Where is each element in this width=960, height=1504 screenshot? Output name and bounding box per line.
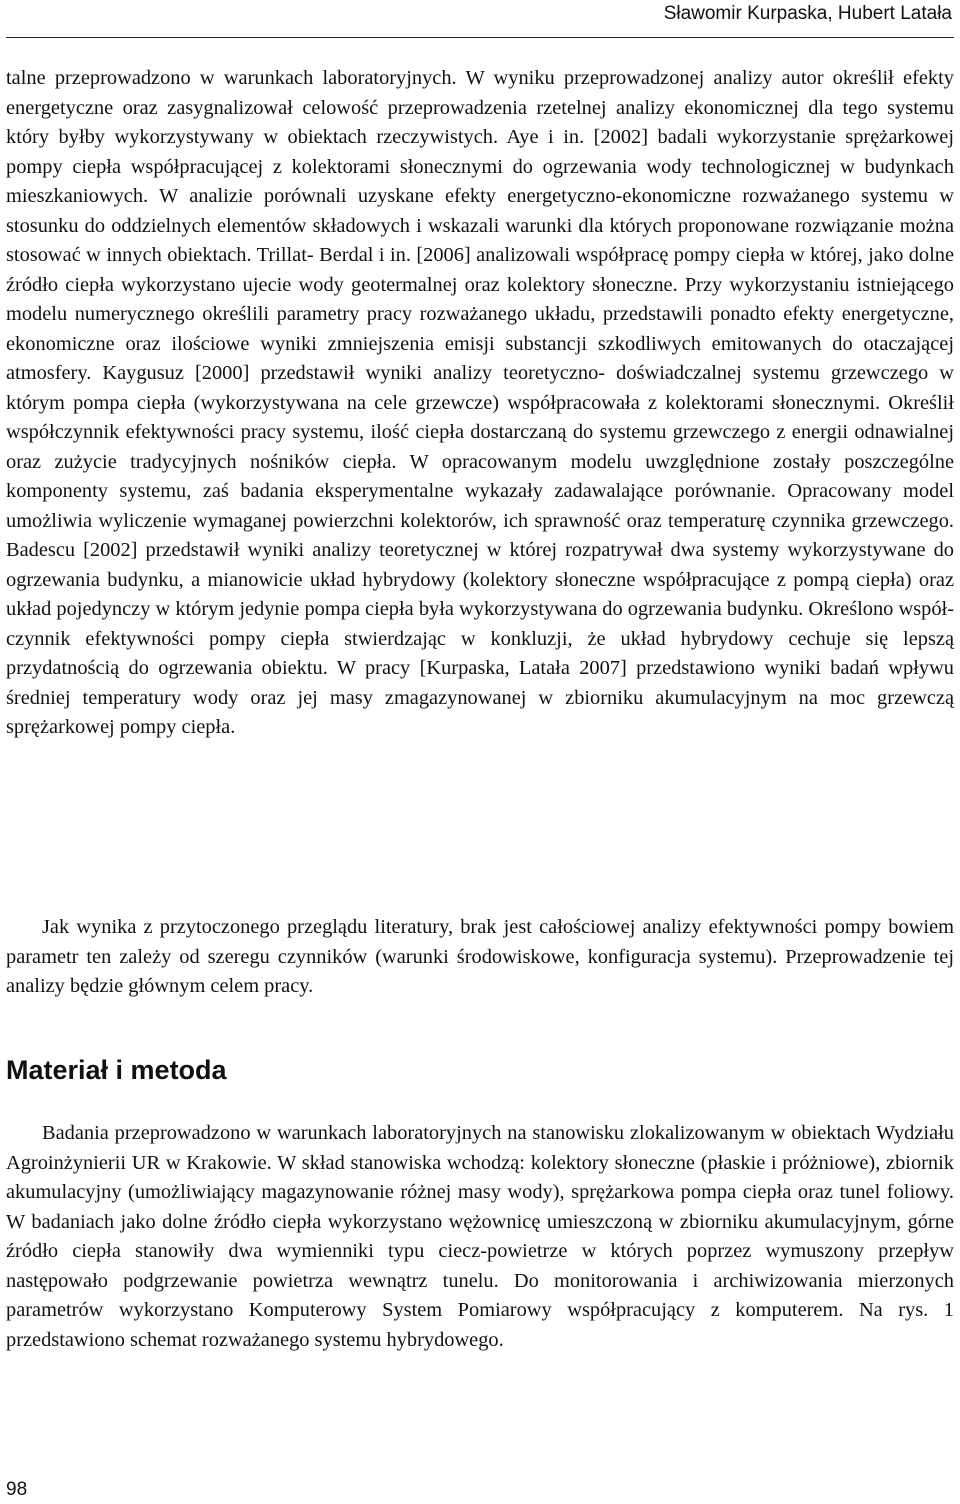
section-heading: Materiał i metoda — [6, 1055, 227, 1085]
body-paragraph-conclusion-of-review: Jak wynika z przytoczonego przeglądu literatury, brak jest całościowej analizy efektywności pompy bowiem parametr ten zależy od szeregu czynników (warunki środowiskowe, konfiguracja systemu). Przeprowadzenie tej analizy będzie głównym celem pracy. — [6, 916, 954, 997]
header-divider — [6, 37, 954, 38]
body-paragraph-literature-review: talne przeprowadzono w warunkach laboratoryjnych. W wyniku przeprowadzonej analizy autor określił efekty energetyczne oraz zasygnalizował celowość przeprowadzenia rzetelnej analizy ekonomicznej dla tego systemu który byłby wykorzystywany w obiektach rzeczywistych. Aye i in. [2002] badali wykorzystanie sprężarkowej pompy ciepła współpracującej z kolektorami słonecznymi do ogrzewania wody technologicznej w budynkach mieszkaniowych. W analizie porównali uzyskane efekty energetyczno-ekonomiczne rozważanego systemu w stosunku do oddzielnych elementów składowych i wskazali warunki dla których proponowane rozwiązanie można stosować w innych obiektach. Trillat- Berdal i in. [2006] analizowali współpracę pompy ciepła w której, jako dolne źródło ciepła wykorzystano ujecie wody geotermalnej oraz kolektory słoneczne. Przy wykorzystaniu istniejącego modelu numerycznego określili parametry pracy rozważanego układu, przedstawili ponadto efekty energetyczne, ekonomiczne oraz ilościowe wyniki zmniejszenia emisji substancji szkodliwych emitowanych do otaczającej atmosfery. Kaygusuz [2000] przedstawił wyniki analizy teoretyczno- doświadczalnej systemu grzewczego w którym pompa ciepła (wykorzystywana na cele grzewcze) współpracowała z kolektorami słonecznymi. Określił współczynnik efektywności pracy systemu, ilość ciepła dostarczaną do systemu grzewczego z energii odnawialnej oraz zużycie tradycyjnych nośników ciepła. W opracowanym modelu uwzględnione zostały poszczególne komponenty systemu, zaś badania eksperymentalne wykazały zadawalające porównanie. Opracowany model umożliwia wyliczenie wymaganej powierzchni kolektorów, ich sprawność oraz temperaturę czynnika grzewczego. Badescu [2002] przedstawił wyniki analizy teoretycznej w której rozpatrywał dwa systemy wykorzystywane do ogrzewania budynku, a mianowicie układ hybrydowy (kolektory słoneczne współpracujące z pompą ciepła) oraz układ pojedynczy w którym jedynie pompa ciepła była wykorzystywana do ogrzewania budynku. Określono współczynnik efektywności pompy ciepła stwierdzając w konkluzji, że układ hybrydowy cechuje się lepszą przydatnością do ogrzewania obiektu. W pracy [Kurpaska, Latała 2007] przedstawiono wyniki badań wpływu średniej temperatury wody oraz jej masy zmagazynowanej w zbiorniku akumulacyjnym na moc grzewczą sprężarkowej pompy ciepła. — [6, 67, 954, 738]
page-number: 98 — [6, 1479, 28, 1500]
running-header: Sławomir Kurpaska, Hubert Latała — [663, 3, 952, 24]
body-paragraph-material-method: Badania przeprowadzono w warunkach laboratoryjnych na stanowisku zlokalizowanym w obiektach Wydziału Agroinżynierii UR w Krakowie. W skład stanowiska wchodzą: kolektory słoneczne (płaskie i próżniowe), zbiornik akumulacyjny (umożliwiający magazynowanie różnej masy wody), sprężarkowa pompa ciepła oraz tunel foliowy. W badaniach jako dolne źródło ciepła wykorzystano wężownicę umieszczoną w zbiorniku akumulacyjnym, górne źródło ciepła stanowiły dwa wymienniki typu ciecz-powietrze w których poprzez wymuszony przepływ następowało podgrzewanie powietrza wewnątrz tunelu. Do monitorowania i archiwizowania mierzonych parametrów wykorzystano Komputerowy System Pomiarowy współpracujący z komputerem. Na rys. 1 przedstawiono schemat rozważanego systemu hybrydowego. — [6, 1122, 954, 1351]
